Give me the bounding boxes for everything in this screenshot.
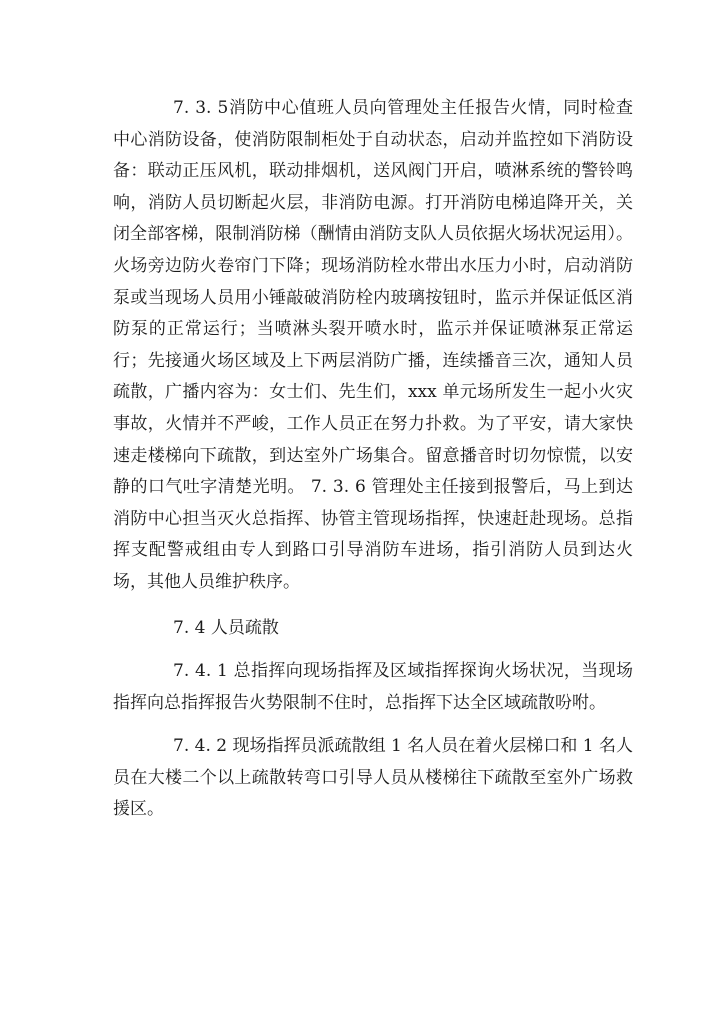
paragraph-7-4-1: 7. 4. 1 总指挥向现场指挥及区域指挥探询火场状况，当现场指挥向总指挥报告火势限制不住时，总指挥下达全区域疏散吩咐。 (113, 661, 633, 713)
paragraph-7-4-2: 7. 4. 2 现场指挥员派疏散组 1 名人员在着火层梯口和 1 名人员在大楼二个以上疏散转弯口引导人员从楼梯往下疏散至室外广场救援区。 (113, 736, 633, 820)
document-body (113, 93, 633, 826)
section-heading-7-4: 7. 4 人员疏散 (173, 617, 279, 638)
paragraph-7-3-5: 7. 3. 5消防中心值班人员向管理处主任报告火情，同时检查中心消防设备，使消防限制柜处于自动状态，启动并监控如下消防设备：联动正压风机，联动排烟机，送风阀门开启，喷淋系统的警铃鸣响，消防人员切断起火层，非消防电源。打开消防电梯追降开关，关闭全部客梯，限制消防梯（酬情由消防支队人员依据火场状况运用）。火场旁边防火卷帘门下降；现场消防栓水带出水压力小时，启动消防泵或当现场人员用小锤敲破消防栓内玻璃按钮时，监示并保证低区消防泵的正常运行；当喷淋头裂开喷水时，监示并保证喷淋泵正常运行；先接通火场区域及上下两层消防广播，连续播音三次，通知人员疏散，广播内容为：女士们、先生们，xxx 单元场所发生一起小火灾事故，火情并不严峻，工作人员正在努力扑救。为了平安，请大家快速走楼梯向下疏散，到达室外广场集合。留意播音时切勿惊慌，以安静的口气吐字清楚光明。 7. 3. 6 管理处主任接到报警后，马上到达消防中心担当灭火总指挥、协管主管现场指挥，快速赶赴现场。总指挥支配警戒组由专人到路口引导消防车进场，指引消防人员到达火场，其他人员维护秩序。 (113, 98, 633, 592)
